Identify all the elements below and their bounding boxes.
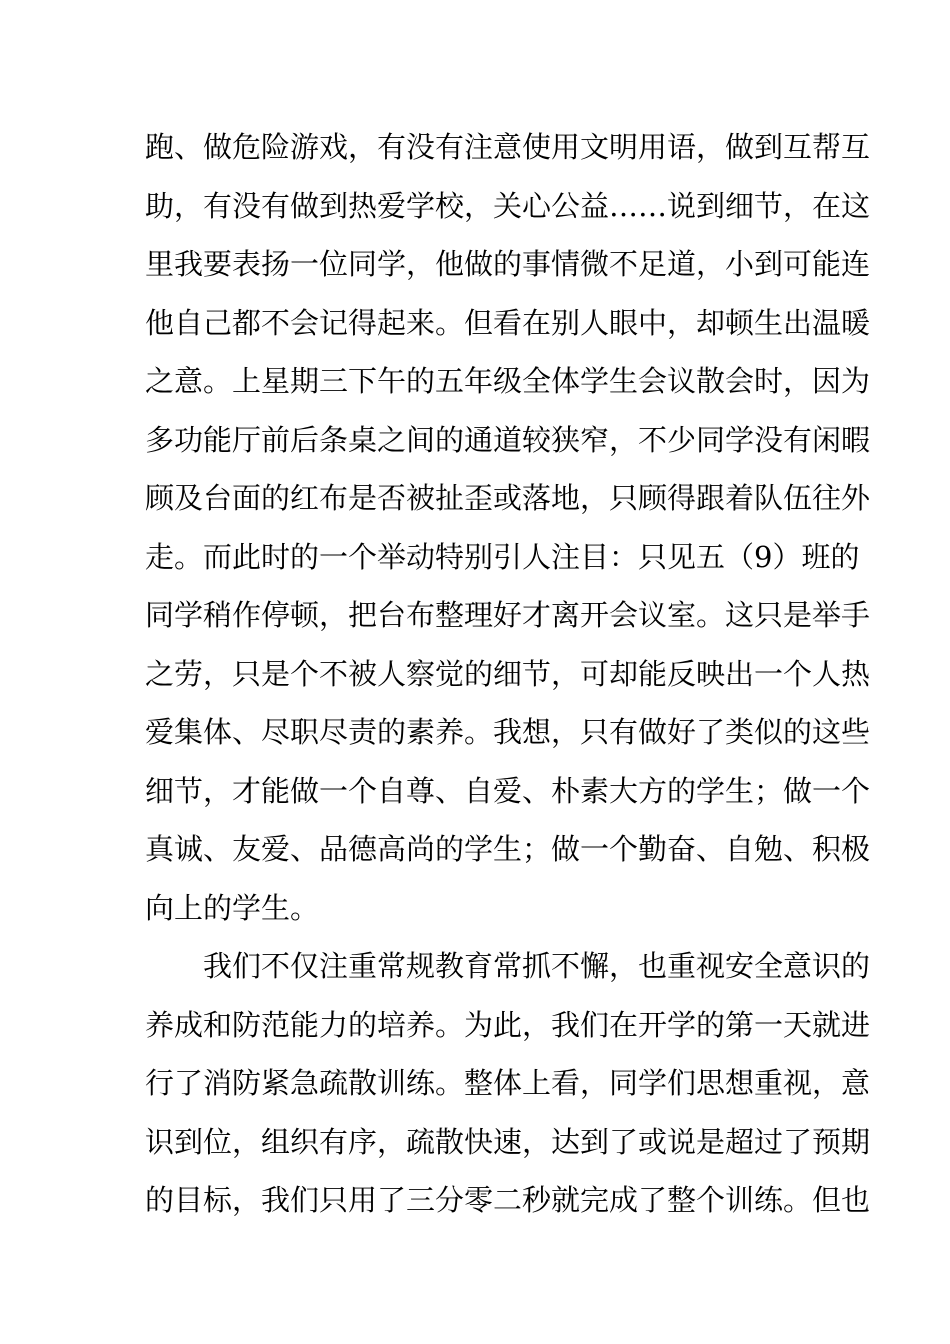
text-line: 多功能厅前后条桌之间的通道较狭窄，不少同学没有闲暇 [145,422,871,457]
text-line: 助，有没有做到热爱学校，关心公益……说到细节，在这 [145,188,871,223]
text-line: 养成和防范能力的培养。为此，我们在开学的第一天就进 [145,1007,871,1042]
paragraph-1 [145,118,871,937]
text-line: 行了消防紧急疏散训练。整体上看，同学们思想重视，意 [145,1066,871,1100]
text-line: 同学稍作停顿，把台布整理好才离开会议室。这只是举手 [145,598,871,632]
text-line: 跑、做危险游戏，有没有注意使用文明用语，做到互帮互 [145,130,871,164]
text-line: 顾及台面的红布是否被扯歪或落地，只顾得跟着队伍往外 [145,481,871,515]
text-line: 爱集体、尽职尽责的素养。我想，只有做好了类似的这些 [145,715,871,749]
text-line: 我们不仅注重常规教育常抓不懈，也重视安全意识的 [145,949,871,983]
text-line: 之劳，只是个不被人察觉的细节，可却能反映出一个人热 [145,656,871,691]
text-line: 真诚、友爱、品德高尚的学生；做一个勤奋、自勉、积极 [145,832,871,866]
text-line: 细节，才能做一个自尊、自爱、朴素大方的学生；做一个 [145,773,871,808]
text-line: 识到位，组织有序，疏散快速，达到了或说是超过了预期 [145,1124,871,1159]
body-text [145,118,871,1230]
text-line: 他自己都不会记得起来。但看在别人眼中，却顿生出温暖 [145,305,871,340]
text-line: 走。而此时的一个举动特别引人注目：只见五（9）班的 [145,539,860,574]
paragraph-2 [145,937,871,1230]
text-line: 里我要表扬一位同学，他做的事情微不足道，小到可能连 [145,247,871,281]
text-line: 之意。上星期三下午的五年级全体学生会议散会时，因为 [145,364,871,398]
text-line: 的目标，我们只用了三分零二秒就完成了整个训练。但也 [145,1183,871,1217]
text-line: 向上的学生。 [145,890,320,925]
